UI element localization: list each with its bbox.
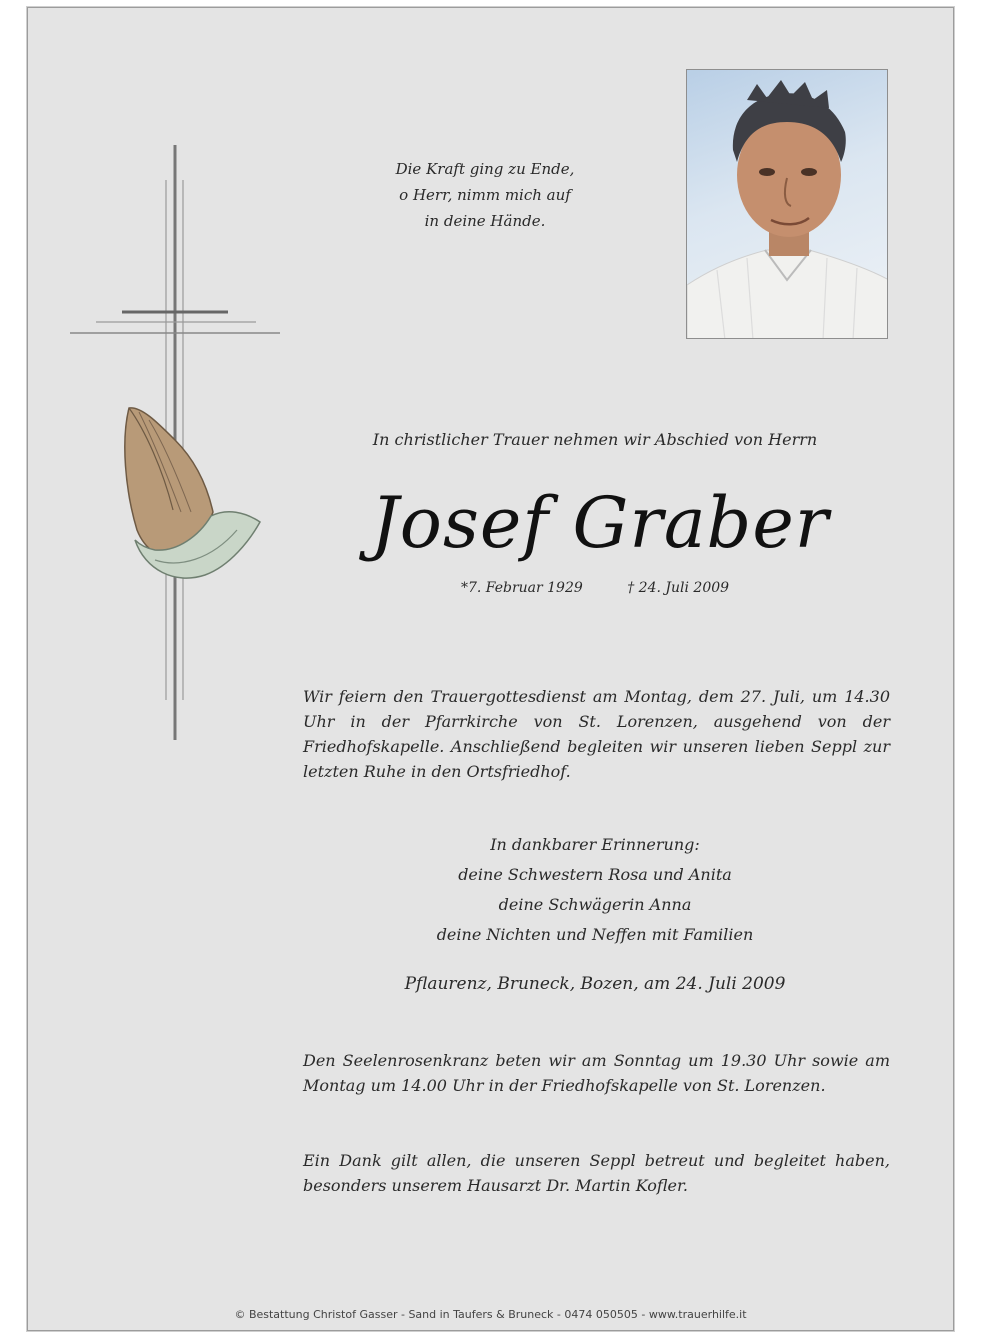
rosary-announcement: Den Seelenrosenkranz beten wir am Sonntag um 19.30 Uhr sowie am Montag um 14.00 Uhr in der Friedhofskapelle von St. Lorenzen. (303, 1051, 890, 1095)
mourner-line: deine Schwestern Rosa und Anita (458, 865, 732, 884)
portrait-photo (686, 69, 888, 339)
mourners-list (300, 830, 890, 950)
service-announcement: Wir feiern den Trauergottesdienst am Montag, dem 27. Juli, um 14.30 Uhr in der Pfarrkirche von St. Lorenzen, ausgehend von der Friedhofskapelle. Anschließend begleiten wir unseren lieben Seppl zur letzten Ruhe in den Ortsfriedhof. (303, 687, 890, 781)
quote-line: in deine Hände. (424, 212, 546, 230)
memorial-quote (360, 156, 610, 234)
quote-line: o Herr, nimm mich auf (399, 186, 571, 204)
birth-date: *7. Februar 1929 (460, 580, 583, 596)
footer-credit: © Bestattung Christof Gasser - Sand in Taufers & Bruneck - 0474 050505 - www.trauerhilfe.it (234, 1308, 747, 1321)
mourner-line: deine Nichten und Neffen mit Familien (436, 925, 754, 944)
death-date: † 24. Juli 2009 (627, 580, 730, 596)
deceased-name: Josef Graber (370, 482, 830, 564)
mourner-line: deine Schwägerin Anna (498, 895, 692, 914)
gratitude-note: Ein Dank gilt allen, die unseren Seppl betreut und begleitet haben, besonders unserem Hausarzt Dr. Martin Kofler. (303, 1151, 890, 1195)
life-dates (300, 580, 890, 596)
praying-hands-icon (115, 400, 265, 590)
quote-line: Die Kraft ging zu Ende, (395, 160, 575, 178)
place-date: Pflaurenz, Bruneck, Bozen, am 24. Juli 2009 (404, 974, 786, 994)
mourners-heading: In dankbarer Erinnerung: (490, 835, 700, 854)
intro-text: In christlicher Trauer nehmen wir Abschied von Herrn (372, 430, 818, 449)
